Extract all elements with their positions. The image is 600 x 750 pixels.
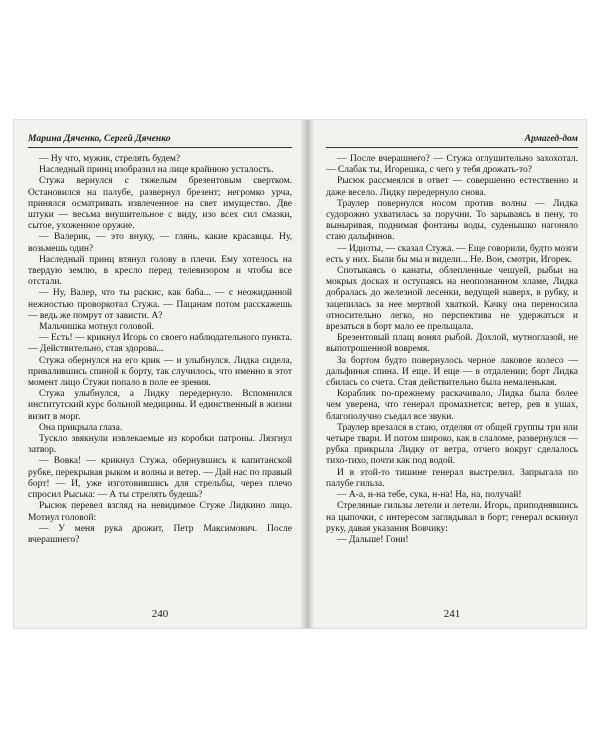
paragraph: Стужа вернулся с тяжелым брезентовым свертком. Остановился на палубе, развернул брезент; негромко урча, принялся осматривать извлеченное на свет имущество. Две штуки — весьма внушительное с виду, изо всех сил смазки, сытое, ухоженное оружие. [28, 176, 292, 232]
book-spread [14, 120, 586, 628]
right-page-text [326, 154, 578, 546]
paragraph: Наследный принц изобразил на лице крайнюю усталость. [39, 165, 274, 176]
paragraph: — У меня рука дрожит, Петр Максимович. После вчерашнего? [28, 523, 292, 545]
paragraph: Спотыкаясь о канаты, облепленные чешуей, рыбьи на мокрых досках и оступаясь на неопознанном хламе, Лидка добралась до железной лесенки, ведущей наверх, в рубку, и зацепилась за нее мертвой хваткой. Качку она переносила относительно легко, но перспектива не удержаться и врезаться в борт мало ее прельщала. [326, 266, 578, 333]
paragraph: — Есть! — крикнул Игорь со своего наблюдательного пункта. — Действительно, стая здорова... [28, 333, 292, 355]
right-page-number: 241 [443, 608, 461, 620]
paragraph: Наследный принц втянул голову в плечи. Ему хотелось на твердую землю, в кресло перед телевизором и чтобы все отстали. [28, 254, 292, 288]
right-header-rule [326, 147, 578, 148]
paragraph: Рысюк перевел взгляд на невидимое Стуже Лидкино лицо. Мотнул головой: [28, 501, 292, 523]
paragraph: — После вчерашнего? — Стужа оглушительно захохотал. — Слабак ты, Игорешка, с чего у тебя дрожать-то? [326, 154, 578, 176]
paragraph: Стреляные гильзы летели и летели. Игорь, приподнявшись на цыпочки, с интересом заглядывал в борт; генерал вскинул руку, давая указания Вовчику: [326, 501, 578, 534]
paragraph: — Ну что, мужик, стрелять будем? [39, 154, 181, 164]
paragraph: Мальчишка мотнул головой. [39, 322, 155, 333]
paragraph: И в этой-то тишине генерал выстрелил. Запрыгала по палубе гильза. [326, 467, 578, 489]
paragraph: — Валерик, — это внуку, — глянь, какие красавцы. Ну, возьмешь один? [28, 232, 292, 254]
paragraph: — А-а, н-на тебе, сука, н-на! На, на, получай! [337, 490, 522, 501]
paragraph: Рысюк рассмеялся в ответ — совершенно естественно и даже весело. Лидку передернуло снова. [326, 176, 578, 198]
paragraph: — Ну, Валер, что ты раскис, как баба... — с неожиданной нежностью проворкотал Стужа. — Пацанам потом расскажешь — ведь же помрут от зависти. А? [28, 288, 292, 321]
paragraph: Траулер врезался в стаю, отделяя от общей группы три или четыре твари. И потом широко, как в слаломе, развернулся — рубка прикрыла Лидку от ветра, отчего вокруг сделалось тихо-тихо, почти как под водой. [326, 422, 578, 467]
left-page-number: 240 [151, 608, 169, 620]
paragraph: Тускло звякнули извлекаемые из коробки патроны. Лязгнул затвор. [28, 434, 292, 456]
right-running-head: Армагед-дом [524, 133, 578, 144]
paragraph: Кораблик по-прежнему раскачивало, Лидка была более чем уверена, что генерал промахнется; ветер, рев в ушах, благополучно съедал все звуки. [326, 389, 578, 422]
paragraph: Траулер повернулся носом против волны — Лидка судорожно ухватилась за поручни. То зарываясь в пену, то выныривая, поднимая фонтаны воды, суденышко нагоняло стаю дальфинов. [326, 198, 578, 243]
book-gutter [300, 120, 314, 628]
paragraph: Стужа улыбнулся, а Лидку передернуло. Вспомнился институтский курс больной медицины. И единственный в жизни визит в морг. [28, 389, 292, 422]
left-header-rule [28, 147, 292, 148]
paragraph: Брезентовый плащ вонял рыбой. Дохлой, мутноглазой, не выпотрошенной вовремя. [326, 333, 578, 355]
left-page-text [28, 154, 292, 546]
left-running-head: Марина Дяченко, Сергей Дяченко [28, 133, 171, 144]
paragraph: — Идиоты, — сказал Стужа. — Еще говорили, будто мозги есть у них. Были бы мы и видели... Не. Вон, смотри, Игорек. [326, 243, 578, 265]
paragraph: — Вовка! — крикнул Стужа, обернувшись к капитанской рубке, перекрывая рыком и волны и ветер. — Дай нас по правый борт! — И, уже изготовившись для стрельбы, через плечо спросил Рыськa: — А ты стрелять будешь? [28, 456, 292, 501]
paragraph: — Дальше! Гони! [337, 534, 409, 545]
paragraph: За бортом будто повернулось черное лаковое колесо — дальфинья спина. И еще. И еще — в отдалении; борт Лидка сбилась со счета. Стая действительно была немаленькая. [326, 355, 578, 389]
right-page [326, 120, 578, 628]
paragraph: Она прикрыла глаза. [39, 422, 123, 433]
left-page [28, 120, 292, 628]
paragraph: Стужа обернулся на его крик — и улыбнулся. Лидка сидела, привалившись спиной к борту, так случилось, что именно в этот момент лицо Стужи попало в поле ее зрения. [28, 355, 292, 389]
